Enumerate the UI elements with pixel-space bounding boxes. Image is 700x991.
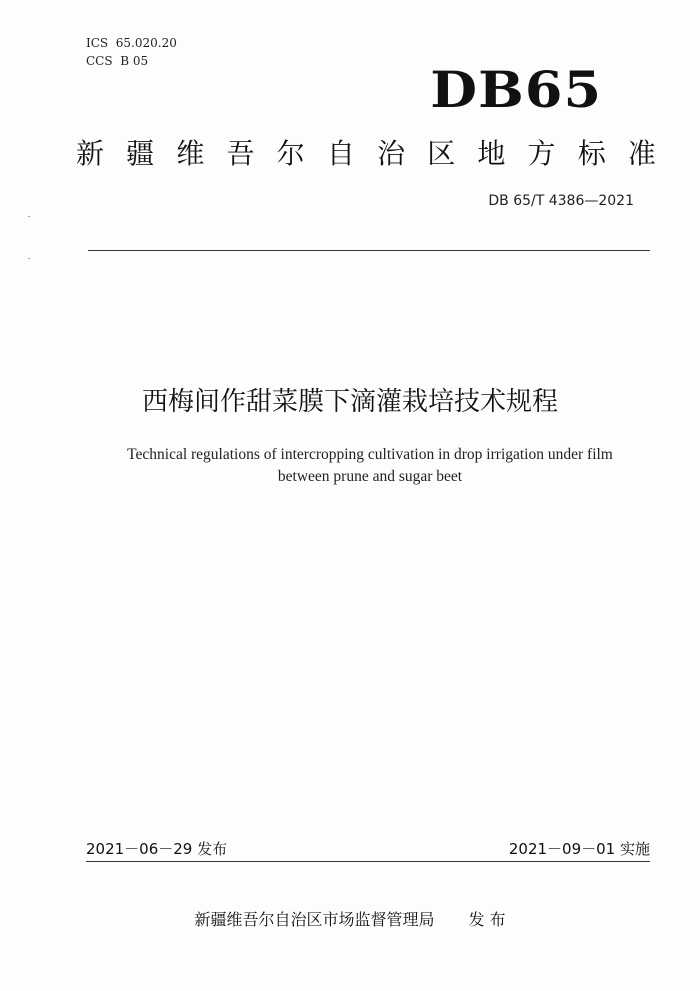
title-english xyxy=(90,444,650,488)
issuer-name: 新疆维吾尔自治区市场监督管理局 xyxy=(194,910,435,929)
issuer-action: 发 布 xyxy=(468,910,506,929)
standard-type-char: 治 xyxy=(377,137,406,170)
scan-speck xyxy=(28,258,30,259)
issuing-authority xyxy=(0,908,700,932)
scan-speck xyxy=(28,216,30,217)
date-row xyxy=(86,838,650,860)
standard-type-char: 区 xyxy=(427,137,456,170)
standard-type-char: 准 xyxy=(627,137,656,170)
ics-code: ICS 65.020.20 xyxy=(86,36,177,50)
title-english-line: between prune and sugar beet xyxy=(277,468,463,485)
release-date: 2021－06－29 发布 xyxy=(86,840,228,858)
standard-type-char: 自 xyxy=(326,137,355,170)
standard-type-char: 尔 xyxy=(276,137,305,170)
ccs-code: CCS B 05 xyxy=(86,54,149,68)
title-chinese: 西梅间作甜菜膜下滴灌栽培技术规程 xyxy=(141,387,558,417)
standard-type-char: 维 xyxy=(176,137,205,170)
classification-codes xyxy=(86,34,177,70)
standard-type-char: 方 xyxy=(527,137,556,170)
standard-type-char: 吾 xyxy=(226,137,255,170)
standard-type-char: 地 xyxy=(477,137,506,170)
footer-divider xyxy=(86,861,650,862)
implementation-date: 2021－09－01 实施 xyxy=(508,840,650,858)
db-logo: DB65 xyxy=(430,60,602,119)
standard-type-char: 标 xyxy=(577,137,606,170)
standard-number: DB 65/T 4386—2021 xyxy=(488,193,634,209)
standard-type-heading xyxy=(76,132,656,176)
standard-type-char: 疆 xyxy=(126,137,155,170)
header-divider xyxy=(88,250,650,251)
title-english-line: Technical regulations of intercropping cultivation in drop irrigation under film xyxy=(127,446,613,463)
standard-type-char: 新 xyxy=(76,137,105,170)
